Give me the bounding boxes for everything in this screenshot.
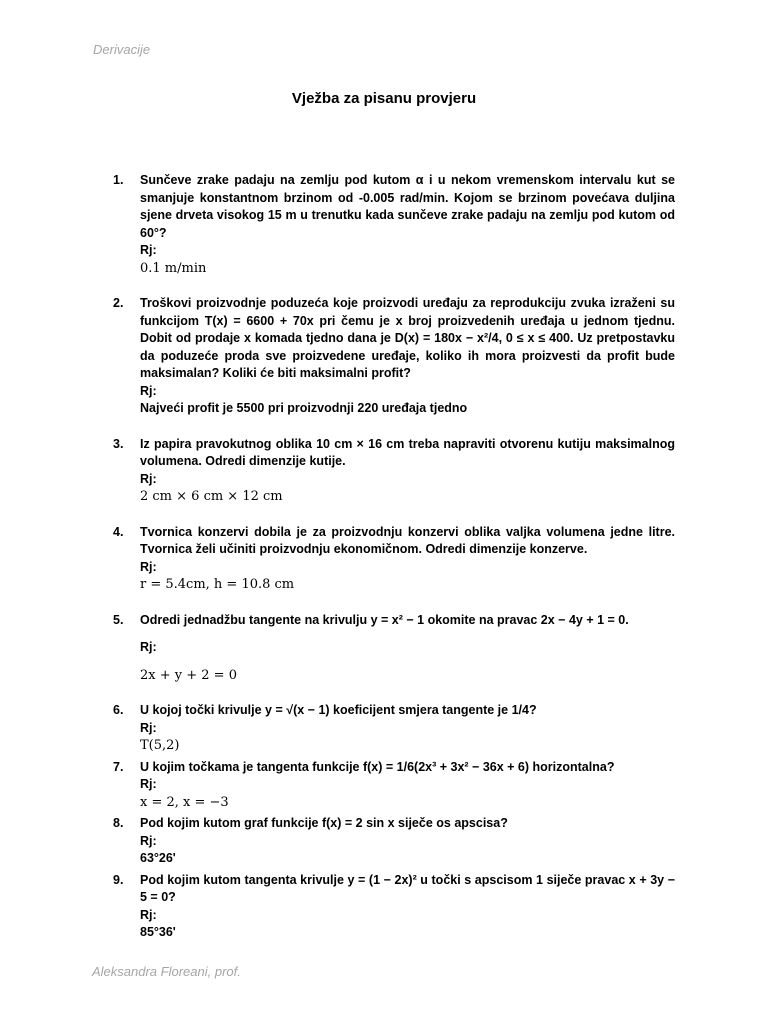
problem-question: Pod kojim kutom tangenta krivulje y = (1 − 2x)² u točki s apscisom 1 siječe pravac x + 3y − 5 = 0? (140, 872, 675, 904)
problem-number: 4. (113, 524, 124, 539)
problem-answer: x = 2, x = −3 (140, 794, 229, 810)
problem-question: Pod kojim kutom graf funkcije f(x) = 2 sin x siječe os apscisa? (140, 816, 508, 830)
problem-question: Odredi jednadžbu tangente na krivulju y = x² − 1 okomite na pravac 2x − 4y + 1 = 0. (140, 612, 629, 627)
answer-label: Rj: (140, 559, 157, 574)
problem-3 (113, 436, 675, 506)
problem-8 (113, 815, 675, 868)
problem-4 (113, 524, 675, 594)
problem-number: 8. (113, 816, 124, 830)
problem-question: Iz papira pravokutnog oblika 10 cm × 16 cm treba napraviti otvorenu kutiju maksimalnog volumena. Odredi dimenzije kutije. (140, 436, 675, 468)
problem-number: 3. (113, 436, 124, 451)
problem-answer: r = 5.4cm, h = 10.8 cm (140, 577, 295, 592)
problem-answer: 85°36' (140, 925, 176, 939)
answer-label: Rj: (140, 243, 157, 257)
answer-label: Rj: (140, 471, 157, 486)
problem-question: Troškovi proizvodnje poduzeća koje proizvodi uređaju za reprodukciju zvuka izraženi su funkcijom T(x) = 6600 + 70x pri čemu je x broj proizvedenih uređaja u jednom tjednu. Dobit od prodaje x komada tjedno dana je D(x) = 180x − x²/4, 0 ≤ x ≤ 400. Uz pretpostavku da poduzeće proda sve proizvedene uređaje, koliko ih mora proizvesti da profit bude maksimalan? Koliki će biti maksimalni profit? (140, 296, 675, 380)
page-header: Derivacije (93, 42, 151, 57)
problem-number: 9. (113, 872, 124, 887)
page-footer: Aleksandra Floreani, prof. (92, 964, 241, 979)
answer-label: Rj: (140, 640, 157, 654)
answer-label: Rj: (140, 720, 157, 735)
problem-5 (113, 612, 675, 685)
problem-list (113, 172, 675, 946)
problem-answer: Najveći profit je 5500 pri proizvodnji 220 uređaja tjedno (140, 401, 468, 415)
problem-question: U kojoj točki krivulje y = √(x − 1) koeficijent smjera tangente je 1/4? (140, 703, 537, 717)
problem-2 (113, 295, 675, 418)
answer-label: Rj: (140, 907, 157, 922)
problem-number: 5. (113, 612, 124, 627)
problem-number: 1. (113, 173, 124, 187)
problem-answer: 2 cm × 6 cm × 12 cm (140, 489, 283, 504)
problem-6 (113, 702, 675, 755)
answer-label: Rj: (140, 777, 157, 791)
problem-answer: 0.1 m/min (140, 260, 207, 276)
problem-1 (113, 172, 675, 277)
problem-9 (113, 872, 675, 942)
answer-label: Rj: (140, 833, 157, 848)
problem-question: Sunčeve zrake padaju na zemlju pod kutom α i u nekom vremenskom intervalu kut se smanjuje konstantnom brzinom od -0.005 rad/min. Kojom se brzinom povećava duljina sjene drveta visokog 15 m u trenutku kada sunčeve zrake padaju na zemlju pod kutom od 60°? (140, 173, 675, 240)
problem-answer: T(5,2) (140, 738, 180, 753)
problem-question: U kojim točkama je tangenta funkcije f(x) = 1/6(2x³ + 3x² − 36x + 6) horizontalna? (140, 759, 615, 774)
problem-answer: 63°26' (140, 851, 176, 865)
problem-question: Tvornica konzervi dobila je za proizvodnju konzervi oblika valjka volumena jedne litre. Tvornica želi učiniti proizvodnju ekonomičnom. Odredi dimenzije konzerve. (140, 524, 675, 556)
problem-number: 7. (113, 759, 124, 774)
problem-answer: 2x + y + 2 = 0 (140, 667, 237, 683)
page-title: Vježba za pisanu provjeru (291, 90, 477, 107)
problem-7 (113, 759, 675, 812)
problem-number: 2. (113, 296, 124, 310)
answer-label: Rj: (140, 383, 157, 398)
problem-number: 6. (113, 703, 124, 717)
